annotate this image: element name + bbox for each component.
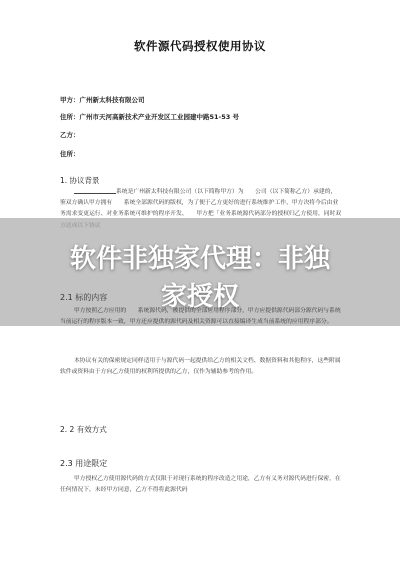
party-a-label: 甲方： (60, 96, 80, 104)
section2-3-paragraph (60, 474, 342, 496)
section1-text: 系统是广州新太科技有限公司（以下简称甲方）为 公司（以下简称乙方）承建的，鉴双方确认甲方拥有 系统全部源代码的版权，为了便于乙方更好的进行系统维护工作，甲方决将今后由业务需求变更运行、对业务系统可维护的程序开发、 甲方把「业务系统源代码部分的授权归乙方使用，同时双 (60, 189, 342, 218)
overlay-title-line2: 家授权 (160, 282, 239, 312)
party-b-row (60, 130, 80, 139)
section2-2-heading: 2. 2 有效方式 (60, 425, 107, 434)
party-a-value: 广州新太科技有限公司 (79, 96, 145, 104)
address-a-value: 广州市天河高新技术产业开发区工业园建中路51-53 号 (79, 113, 240, 121)
address-a-row (60, 112, 239, 121)
party-b-label: 乙方： (60, 131, 80, 139)
section2-1-text2: 本协议有关的保密规定同样适用于与源代码一起提供给乙方的相关文档、数据资料和其他程序，这些附属软件或资料由于方向乙方使用的权利所提供的乙方，仅作为辅助参考的作用。 (60, 358, 341, 376)
address-b-label: 住所： (60, 150, 80, 158)
section2-1-paragraph2 (60, 356, 342, 378)
party-a-row (60, 95, 145, 104)
section1-heading: 1. 协议背景 (60, 176, 100, 185)
section2-1-paragraph1 (60, 306, 342, 328)
section2-1-text1: 甲方按照乙方应用的 系统源代码，被提供的全部应用程序部分，甲方应提供源代码部分源代码与系统当前运行的程序版本一致，甲方还应提供的源代码及相关资源可以直接编译生成当前系统的应用程序部分。 (60, 308, 341, 326)
address-a-label: 住所： (60, 113, 80, 121)
address-b-row (60, 149, 80, 158)
section2-3-heading: 2.3 用途限定 (60, 459, 108, 468)
section2-3-text: 甲方授权乙方使用源代码的方式仅限于对现行系统的程序改造之用途，乙方有义务对源代码进行保密，在任何情况下，未经甲方同意，乙方不得将此源代码 (60, 476, 341, 494)
section2-1-heading: 2.1 标的内容 (60, 293, 108, 302)
overlay-title-line1: 软件非独家代理：非独 (69, 244, 330, 274)
document-title: 软件源代码授权使用协议 (134, 39, 266, 53)
